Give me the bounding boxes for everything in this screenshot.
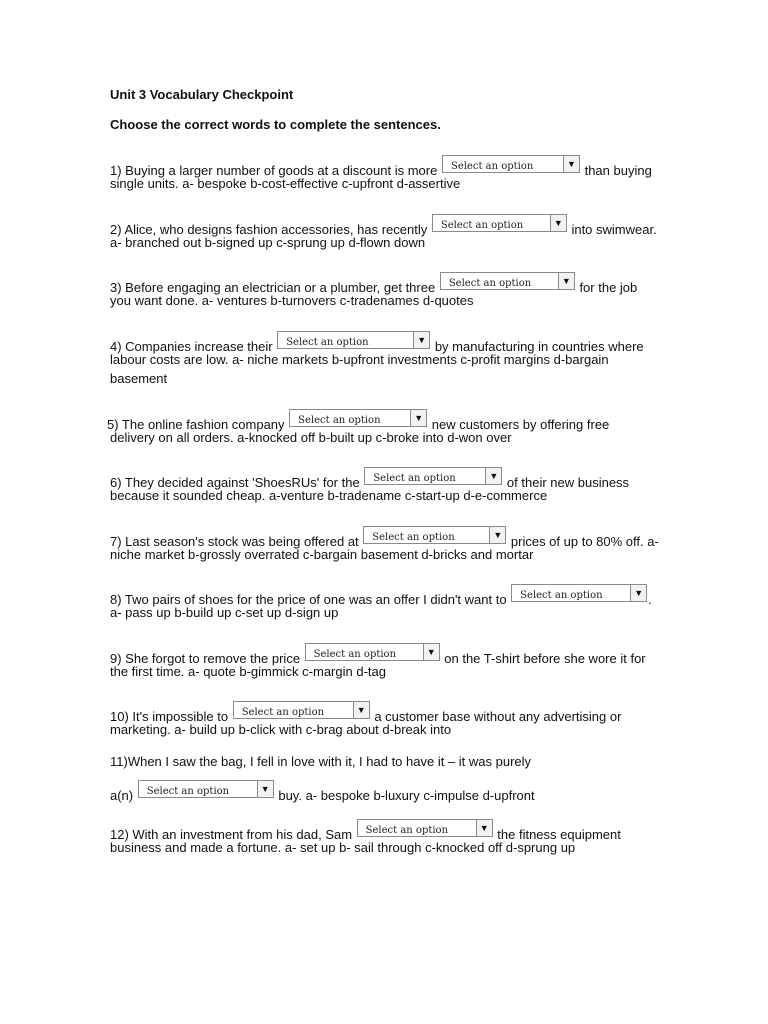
question-text: 9) She forgot to remove the price: [110, 651, 304, 666]
question-1: [110, 155, 652, 193]
answer-choices: delivery on all orders. a-knocked off b-built up c-broke into d-won over: [110, 430, 512, 445]
answer-select-7[interactable]: [363, 526, 506, 544]
question-text: on the T-shirt before she wore it for: [440, 651, 646, 666]
answer-select-3[interactable]: [440, 272, 575, 290]
question-text: 11)When I saw the bag, I fell in love with it, I had to have it – it was purely: [110, 754, 532, 769]
question-text: a customer base without any advertising or: [370, 709, 622, 724]
answer-choices: buy. a- bespoke b-luxury c-impulse d-upfront: [274, 788, 535, 803]
answer-select-1[interactable]: [442, 155, 580, 173]
question-12: [110, 819, 621, 857]
answer-choices-continued: basement: [110, 371, 168, 386]
question-8: [110, 584, 652, 622]
answer-select-8[interactable]: [511, 584, 647, 602]
select-value: Select an option: [146, 786, 230, 797]
question-text: 3) Before engaging an electrician or a plumber, get three: [110, 280, 439, 295]
question-text: 6) They decided against 'ShoesRUs' for the: [110, 475, 364, 490]
question-text: 5) The online fashion company: [107, 417, 289, 432]
answer-choices: niche market b-grossly overrated c-bargain basement d-bricks and mortar: [110, 547, 534, 562]
select-value: Select an option: [298, 415, 381, 426]
question-text: for the job: [575, 280, 638, 295]
answer-select-4[interactable]: [277, 331, 430, 349]
chevron-down-icon: ▼: [563, 156, 579, 172]
select-value: Select an option: [450, 161, 534, 172]
question-3: [110, 272, 637, 310]
answer-choices: because it sounded cheap. a-venture b-tradename c-start-up d-e-commerce: [110, 488, 548, 503]
question-text: than buying: [580, 163, 652, 178]
select-value: Select an option: [241, 707, 325, 718]
question-text: into swimwear.: [567, 222, 657, 237]
answer-select-2[interactable]: [432, 214, 567, 232]
chevron-down-icon: ▼: [353, 702, 369, 718]
question-text: .: [648, 592, 652, 607]
question-7: [110, 526, 659, 564]
select-value: Select an option: [365, 825, 449, 836]
answer-choices: business and made a fortune. a- set up b- sail through c-knocked off d-sprung up: [110, 840, 576, 855]
answer-choices: a- pass up b-build up c-set up d-sign up: [110, 605, 339, 620]
question-text: 10) It's impossible to: [110, 709, 232, 724]
chevron-down-icon: ▼: [423, 644, 439, 660]
select-value: Select an option: [373, 473, 456, 484]
chevron-down-icon: ▼: [476, 820, 492, 836]
question-text: 2) Alice, who designs fashion accessories, has recently: [110, 222, 431, 237]
question-10: [110, 701, 621, 739]
select-value: Select an option: [520, 590, 603, 601]
select-value: Select an option: [440, 220, 524, 231]
chevron-down-icon: ▼: [550, 215, 566, 231]
answer-choices: marketing. a- build up b-click with c-brag about d-break into: [110, 722, 452, 737]
select-value: Select an option: [448, 278, 532, 289]
question-text: of their new business: [503, 475, 630, 490]
chevron-down-icon: ▼: [257, 781, 273, 797]
question-text: the fitness equipment: [493, 827, 621, 842]
question-text: prices of up to 80% off. a-: [507, 534, 659, 549]
question-2: [110, 214, 657, 252]
question-text: 8) Two pairs of shoes for the price of one was an offer I didn't want to: [110, 592, 511, 607]
question-11: [110, 752, 535, 803]
answer-choices: the first time. a- quote b-gimmick c-margin d-tag: [110, 664, 386, 679]
answer-select-6[interactable]: [364, 467, 502, 485]
question-5: [107, 409, 609, 447]
question-text: 4) Companies increase their: [110, 339, 277, 354]
answer-choices: single units. a- bespoke b-cost-effective c-upfront d-assertive: [110, 176, 461, 191]
answer-choices: labour costs are low. a- niche markets b-upfront investments c-profit margins d-bargain: [110, 352, 609, 367]
chevron-down-icon: ▼: [630, 585, 646, 601]
answer-choices: you want done. a- ventures b-turnovers c-tradenames d-quotes: [110, 293, 474, 308]
question-text: by manufacturing in countries where: [431, 339, 644, 354]
answer-select-12[interactable]: [357, 819, 493, 837]
question-text: 7) Last season's stock was being offered at: [110, 534, 363, 549]
answer-select-10[interactable]: [233, 701, 370, 719]
question-text: new customers by offering free: [428, 417, 610, 432]
chevron-down-icon: ▼: [489, 527, 505, 543]
chevron-down-icon: ▼: [410, 410, 426, 426]
answer-select-5[interactable]: [289, 409, 427, 427]
select-value: Select an option: [286, 337, 369, 348]
answer-select-9[interactable]: [305, 643, 440, 661]
select-value: Select an option: [313, 649, 397, 660]
question-9: [110, 643, 646, 681]
chevron-down-icon: ▼: [413, 332, 429, 348]
answer-select-11[interactable]: [138, 780, 274, 798]
question-text: 12) With an investment from his dad, Sam: [110, 827, 356, 842]
question-4: [110, 331, 644, 388]
question-text: a(n): [110, 788, 137, 803]
question-text: 1) Buying a larger number of goods at a discount is more: [110, 163, 441, 178]
instructions: Choose the correct words to complete the sentences.: [110, 117, 441, 132]
answer-choices: a- branched out b-signed up c-sprung up d-flown down: [110, 235, 426, 250]
chevron-down-icon: ▼: [558, 273, 574, 289]
page-title: Unit 3 Vocabulary Checkpoint: [110, 87, 294, 102]
question-6: [110, 467, 629, 505]
chevron-down-icon: ▼: [485, 468, 501, 484]
select-value: Select an option: [372, 532, 455, 543]
